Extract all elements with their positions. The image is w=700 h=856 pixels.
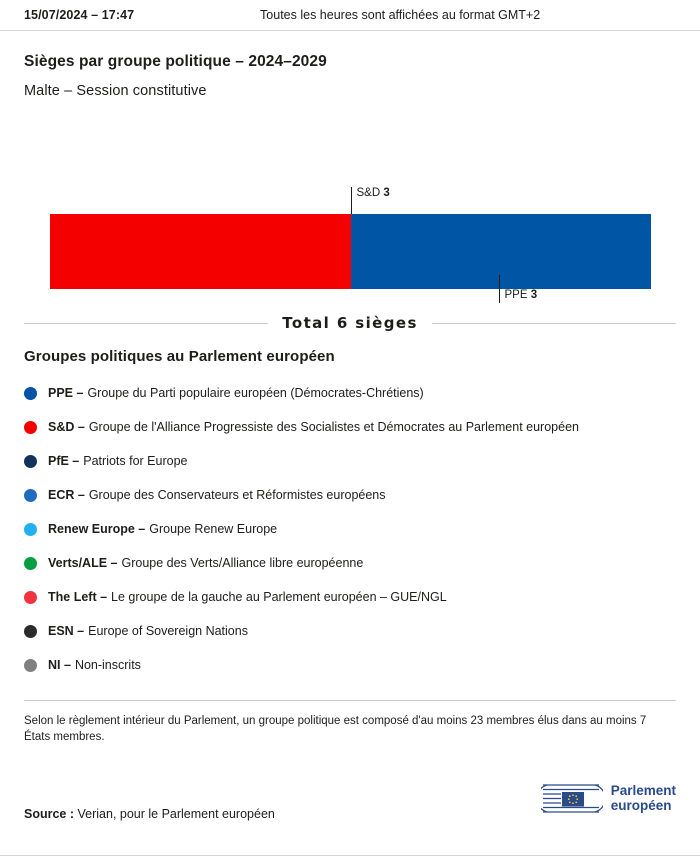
legend-color-dot-icon [24,387,37,400]
seat-bar-chart [24,121,676,301]
bar-label-ppe-value: 3 [530,289,538,301]
legend-color-dot-icon [24,489,37,502]
timezone-note: Toutes les heures sont affichées au format GMT+2 [260,8,541,22]
bar-label-sd-value: 3 [383,187,390,199]
eu-flag-icon [541,779,603,817]
legend-item-abbr: The Left – [48,590,108,604]
bar-label-ppe-name: PPE [504,289,528,301]
legend-title: Groupes politiques au Parlement européen [24,348,335,365]
total-row [24,314,676,332]
legend-item-abbr: PfE – [48,454,80,468]
stacked-bar [50,214,651,289]
legend-item-abbr: NI – [48,658,71,672]
content-area [0,53,700,821]
timestamp: 15/07/2024 – 17:47 [24,8,135,22]
legend-item[interactable] [24,376,676,410]
legend-item-abbr: ESN – [48,624,85,638]
legend-item-description: Groupe des Verts/Alliance libre européenne [121,556,364,570]
bar-label-sd-name: S&D [356,187,381,199]
european-parliament-logo [541,779,676,817]
legend-item[interactable] [24,546,676,580]
source-label: Source : [24,807,75,821]
legend-item[interactable] [24,478,676,512]
legend-item[interactable] [24,444,676,478]
legend-item-description: Europe of Sovereign Nations [88,624,248,638]
source-value: Verian, pour le Parlement européen [77,807,275,821]
total-seats-label: Total 6 sièges [282,314,418,332]
legend-color-dot-icon [24,523,37,536]
legend-item-abbr: Renew Europe – [48,522,146,536]
legend-item-description: Groupe du Parti populaire européen (Démocrates-Chrétiens) [87,386,424,400]
legend-item[interactable] [24,512,676,546]
logo-line-1: Parlement [610,783,676,798]
legend-color-dot-icon [24,591,37,604]
legend-item-description: Groupe des Conservateurs et Réformistes européens [88,488,386,502]
legend-item[interactable] [24,648,676,682]
legend-item-description: Patriots for Europe [83,454,188,468]
legend-color-dot-icon [24,455,37,468]
source-row [24,779,676,821]
bar-label-sd [351,187,390,214]
legend-item[interactable] [24,410,676,444]
legend-color-dot-icon [24,557,37,570]
footnote-text: Selon le règlement intérieur du Parlement, un groupe politique est composé d'au moins 23 membres élus dans au moins 7 États membres. [24,715,647,743]
legend-item-description: Le groupe de la gauche au Parlement européen – GUE/NGL [111,590,447,604]
legend-item[interactable] [24,580,676,614]
total-rule-right [432,323,676,324]
page-subtitle: Malte – Session constitutive [24,83,207,99]
legend-item-description: Groupe de l'Alliance Progressiste des Socialistes et Démocrates au Parlement européen [88,420,579,434]
legend-color-dot-icon [24,625,37,638]
legend-item-abbr: S&D – [48,420,85,434]
legend-item-abbr: Verts/ALE – [48,556,118,570]
footnote-divider [24,700,676,701]
source-text [24,807,275,821]
top-bar [0,0,700,31]
bar-segment-sd[interactable] [50,214,351,289]
legend-color-dot-icon [24,421,37,434]
logo-text [611,783,676,813]
legend-item-abbr: PPE – [48,386,84,400]
bar-label-ppe [499,275,538,303]
legend-item[interactable] [24,614,676,648]
legend-item-description: Groupe Renew Europe [149,522,278,536]
legend-item-description: Non-inscrits [74,658,141,672]
total-rule-left [24,323,268,324]
page-title: Sièges par groupe politique – 2024–2029 [24,53,327,70]
logo-line-2: européen [610,798,672,813]
legend-item-abbr: ECR – [48,488,85,502]
legend-color-dot-icon [24,659,37,672]
legend-list [24,376,676,682]
